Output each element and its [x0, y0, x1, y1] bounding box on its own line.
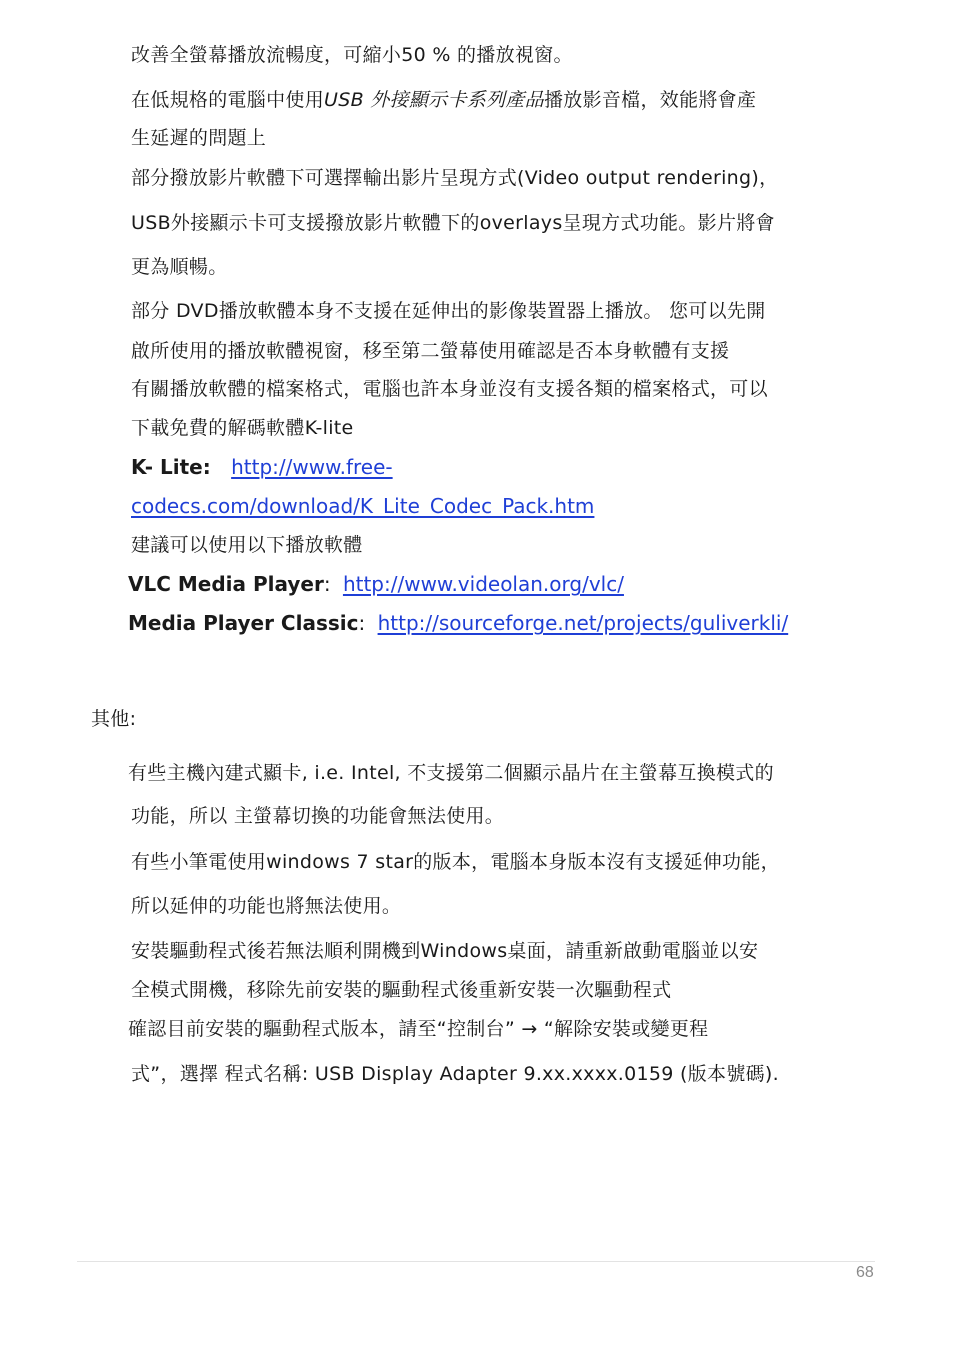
- text-line: 式”，選擇 程式名稱: USB Display Adapter 9.xx.xxxx.0159 (版本號碼).: [131, 1063, 779, 1085]
- text-line: 有些主機內建式顯卡, i.e. Intel, 不支援第二個顯示晶片在主螢幕互換模式的: [128, 762, 774, 784]
- text-line: 生延遲的問題上: [131, 127, 267, 149]
- separator: :: [323, 572, 331, 596]
- text-line: [131, 87, 756, 113]
- klite-link[interactable]: http://www.free-: [231, 455, 393, 479]
- text-line: 下載免費的解碼軟體K-lite: [131, 417, 354, 439]
- text-line: 有關播放軟體的檔案格式，電腦也許本身並沒有支援各類的檔案格式，可以: [131, 378, 768, 400]
- text-line: 全模式開機，移除先前安裝的驅動程式後重新安裝一次驅動程式: [131, 979, 672, 1001]
- product-name: USB 外接顯示卡系列產品: [324, 89, 544, 111]
- vlc-label: VLC Media Player: [128, 572, 324, 596]
- mpc-label: Media Player Classic: [128, 611, 359, 635]
- text-line: USB外接顯示卡可支援撥放影片軟體下的overlays呈現方式功能。影片將會: [131, 212, 775, 234]
- text-line: 更為順暢。: [131, 256, 228, 278]
- vlc-row: [128, 571, 624, 597]
- text-line: 確認目前安裝的驅動程式版本，請至“控制台” → “解除安裝或變更程: [128, 1018, 709, 1040]
- section-heading: 其他:: [91, 708, 137, 730]
- mpc-link[interactable]: http://sourceforge.net/projects/guliverkli/: [377, 611, 789, 635]
- text-line: 功能，所以 主螢幕切換的功能會無法使用。: [131, 805, 505, 827]
- page-number: 68: [856, 1264, 874, 1281]
- separator: :: [358, 611, 366, 635]
- text-line: 部分撥放影片軟體下可選擇輸出影片呈現方式(Video output rendering)，: [131, 167, 779, 189]
- text-line: 安裝驅動程式後若無法順利開機到Windows桌面，請重新啟動電腦並以安: [131, 940, 759, 962]
- klite-label: K- Lite:: [131, 455, 211, 479]
- footer-divider: [77, 1261, 875, 1262]
- text-line: 所以延伸的功能也將無法使用。: [131, 895, 402, 917]
- text-segment: 在低規格的電腦中使用: [131, 89, 325, 111]
- vlc-link[interactable]: http://www.videolan.org/vlc/: [342, 572, 624, 596]
- text-segment: 播放影音檔，效能將會產: [543, 89, 757, 111]
- text-line: 改善全螢幕播放流暢度，可縮小50 % 的播放視窗。: [131, 44, 573, 66]
- text-line: 建議可以使用以下播放軟體: [131, 534, 363, 556]
- klite-link-continuation[interactable]: codecs.com/download/K_Lite_Codec_Pack.htm: [131, 494, 595, 518]
- text-line: 啟所使用的播放軟體視窗，移至第二螢幕使用確認是否本身軟體有支援: [131, 340, 730, 362]
- text-line: 部分 DVD播放軟體本身不支援在延伸出的影像裝置器上播放。 您可以先開: [131, 300, 766, 322]
- klite-row: [131, 454, 393, 480]
- klite-link-row: [131, 493, 594, 519]
- text-line: 有些小筆電使用windows 7 star的版本，電腦本身版本沒有支援延伸功能，: [131, 851, 780, 873]
- mpc-row: [128, 610, 788, 636]
